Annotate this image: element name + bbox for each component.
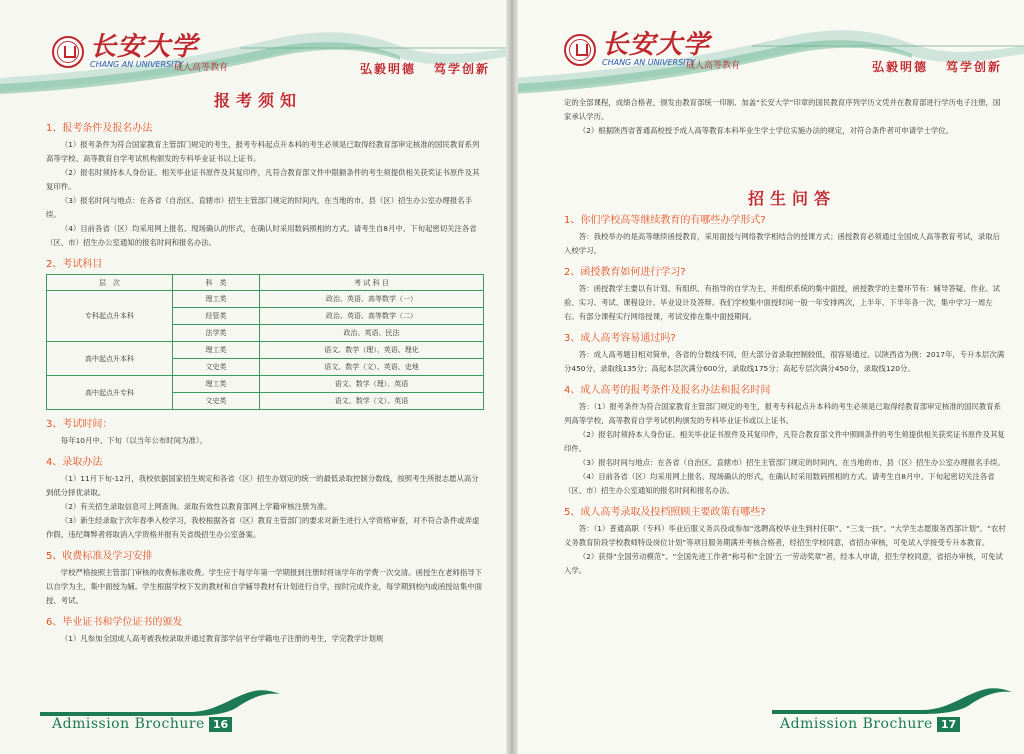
table-header-row [47,275,484,291]
table-row [47,342,484,359]
subjects-cell: 语文、数学（理）、英语、理化 [260,342,484,359]
paragraph: （2）有关招生录取信息可上网查询。录取有效性以教育部网上学籍审核注册为准。 [60,502,332,511]
question-heading: 2、函授教育如何进行学习? [564,267,686,278]
paragraph: （4）目前各省（区）均采用网上报名、现场确认的形式，在确认时采用数码照相的方式。请考生自8月中、下旬起密切关注各省（区、市）招生办公室通知的报名时间和报名办法。 [46,224,477,247]
answer-paragraph: 答：函授教学主要以有计划、有组织、有指导的自学为主，并组织系统的集中面授，函授教学的主要环节有：辅导答疑、作业、试验、实习、考试、课程设计、毕业设计及答辩。我们学校集中面授时间一般一年安排两次，上半年、下半年各一次，集中学习一周左右。有部分课程实行网络授课，考试安排在集中面授期间。 [564,284,1001,321]
motto-2: 笃学创新 [946,60,1003,74]
logo-name: 长安大学 [602,30,711,60]
motto-1: 弘毅明德 [360,62,417,76]
subjects-cell: 政治、英语、高等数学（一） [260,291,484,308]
subjects-cell: 语文、数学（文）、英语 [260,393,484,410]
answer-paragraph: （2）获得“全国劳动模范”、“全国先进工作者”称号和“全国‘五一’劳动奖章”者，经本人申请，招生学校同意，省招办审核，可免试入学。 [564,552,1003,575]
category-cell: 理工类 [173,342,260,359]
paragraph: （2）根据陕西省普通高校授予成人高等教育本科毕业生学士学位实施办法的规定，对符合条件者可申请学士学位。 [578,126,954,135]
subjects-cell: 语文、数学（理）、英语 [260,376,484,393]
question-heading: 3、成人高考容易通过吗? [564,333,676,344]
subjects-cell: 政治、英语、民法 [260,325,484,342]
book-gutter [506,0,518,754]
answer-paragraph: （2）报名时须持本人身份证、相关毕业证书原件及其复印件，凡符合教育部文件中照顾条件的考生须提供相关获奖证书原件及其复印件。 [564,430,1005,453]
section-heading: 2、考试科目 [46,259,103,270]
paragraph: （1）凡参加全国成人高考被我校录取并通过教育部学信平台学籍电子注册的考生，学完教学计划规 [60,634,384,643]
table-row [47,376,484,393]
paragraph: （2）报名时须持本人身份证、相关毕业证书原件及其复印件，凡符合教育部文件中限额条件的考生须提供相关获奖证书原件及其复印件。 [46,168,480,191]
logo-english: CHANG AN UNIVERSITY [90,60,184,69]
subjects-cell: 政治、英语、高等数学（二） [260,308,484,325]
left-content [46,114,486,646]
right-content [564,206,1006,578]
footer-text: Admission Brochure [780,716,933,732]
category-cell: 文史类 [173,393,260,410]
page-number: 17 [937,717,960,732]
paragraph: 定的全部课程，成绩合格者，颁发由教育部统一印制、加盖“长安大学”印章的国民教育序列学历文凭并在教育部进行学历电子注册，国家承认学历。 [564,98,1001,121]
question-heading: 1、你们学校高等继续教育的有哪些办学形式? [564,215,766,226]
category-cell: 理工类 [173,291,260,308]
motto-1: 弘毅明德 [872,60,929,74]
section-heading: 3、考试时间： [46,419,113,430]
level-cell: 高中起点升专科 [47,376,173,410]
question-heading: 4、成人高考的报考条件及报名办法和报名时间 [564,385,771,396]
paragraph: （1）11月下旬-12月，我校依据国家招生规定和各省（区）招生办划定的统一的最低录取控制分数线，按照考生所报志愿从高分到低分择优录取。 [46,474,479,497]
table-header-cell: 科 类 [173,275,260,291]
level-cell: 高中起点升本科 [47,342,173,376]
exam-subjects-table [46,274,484,410]
page-number: 16 [209,717,232,732]
answer-paragraph: 答：（1）报考条件为符合国家教育主管部门规定的考生，报考专科起点升本科的考生必须是已取得经教育部审定核准的国民教育系列高等学校、高等教育自学考试机构颁发的专科毕业证书或以上证书。 [564,402,1002,425]
answer-paragraph: 答：（1）普通高职（专科）毕业后服义务兵役或参加“选聘高校毕业生到村任职”、“三支一扶”、“大学生志愿服务西部计划”、“农村义务教育阶段学校教师特设岗位计划”等项目服务期满并考核合格者，经招生学校同意，省招办审核，可免试入学接受专升本教育。 [564,524,1006,547]
footer-swoosh-decoration [40,686,280,716]
category-cell: 经管类 [173,308,260,325]
section-heading: 1、报考条件及报名办法 [46,123,153,134]
right-page [512,0,1024,754]
section-heading: 6、毕业证书和学位证书的颁发 [46,617,183,628]
paragraph: 每年10月中、下旬（以当年公布时间为准）。 [60,436,207,445]
page-title: 报考须知 [214,91,303,110]
right-content-top [564,96,1006,138]
level-cell: 专科起点升本科 [47,291,173,342]
section-heading: 5、收费标准及学习安排 [46,551,153,562]
answer-paragraph: （4）目前各省（区）均采用网上报名、现场确认的形式，在确认时采用数码照相的方式。请考生自8月中、下旬起密切关注各省（区、市）招生办公室通知的报名时间和报名办法。 [564,472,995,495]
footer-swoosh-decoration [772,684,1012,714]
paragraph: （3）新生经录取于次年春季入校学习，我校根据各省（区）教育主管部门的要求对新生进行入学资格审查，对不符合条件或弄虚作假、违纪舞弊者将取消入学资格并报有关省级招生办公室备案。 [46,516,480,539]
subjects-cell: 语文、数学（文）、英语、史地 [260,359,484,376]
footer-text: Admission Brochure [52,716,205,732]
logo-name: 长安大学 [90,32,199,62]
paragraph: （1）报考条件为符合国家教育主管部门规定的考生，报考专科起点升本科的考生必须是已取得经教育部审定核准的国民教育系列高等学校、高等教育自学考试机构颁发的专科毕业证书以上证书。 [46,140,480,163]
table-header-cell: 考 试 科 目 [260,275,484,291]
logo-english: CHANG AN UNIVERSITY [602,58,696,67]
motto-2: 笃学创新 [434,62,491,76]
paragraph: （3）报名时间与地点：在各省（自治区、直辖市）招生主管部门规定的时间内，在当地的市、县（区）招生办公室办理报名手续。 [46,196,472,219]
table-header-cell: 层 次 [47,275,173,291]
answer-paragraph: 答：成人高考题目相对简单，各省的分数线不同，但大部分省录取控制较低，很容易通过。以陕西省为例：2017年，专升本层次满分450分，录取线135分；高起本层次满分600分，录取线175分；高起专层次满分450分，录取线120分。 [564,350,1005,373]
logo-subtitle: 成人高等教育 [686,61,741,71]
table-row [47,291,484,308]
footer [780,716,960,732]
university-seal-icon [564,34,596,66]
footer [52,716,232,732]
logo-subtitle: 成人高等教育 [174,63,229,73]
category-cell: 理工类 [173,376,260,393]
category-cell: 文史类 [173,359,260,376]
university-seal-icon [52,36,84,68]
category-cell: 法学类 [173,325,260,342]
page-title: 招生问答 [748,189,837,208]
paragraph: 学校严格按照主管部门审核的收费标准收费。学生应于每学年第一学期报到注册时将该学年的学费一次交清。函授生在老师指导下以自学为主，集中面授为辅。学生根据学校下发的教材和自学辅导教材有计划进行自学，按时完成作业，每学期到校内或函授站集中面授、考试。 [46,568,483,605]
answer-paragraph: 答：我校举办的是高等继续函授教育，采用面授与网络教学相结合的授课方式；函授教育必须通过全国成人高等教育考试，录取后入校学习。 [564,232,1001,255]
section-heading: 4、录取办法 [46,457,103,468]
answer-paragraph: （3）报名时间与地点：在各省（自治区、直辖市）招生主管部门规定的时间内，在当地的市、县（区）招生办公室办理报名手续。 [578,458,1005,467]
question-heading: 5、成人高考录取及投档照顾主要政策有哪些? [564,507,766,518]
